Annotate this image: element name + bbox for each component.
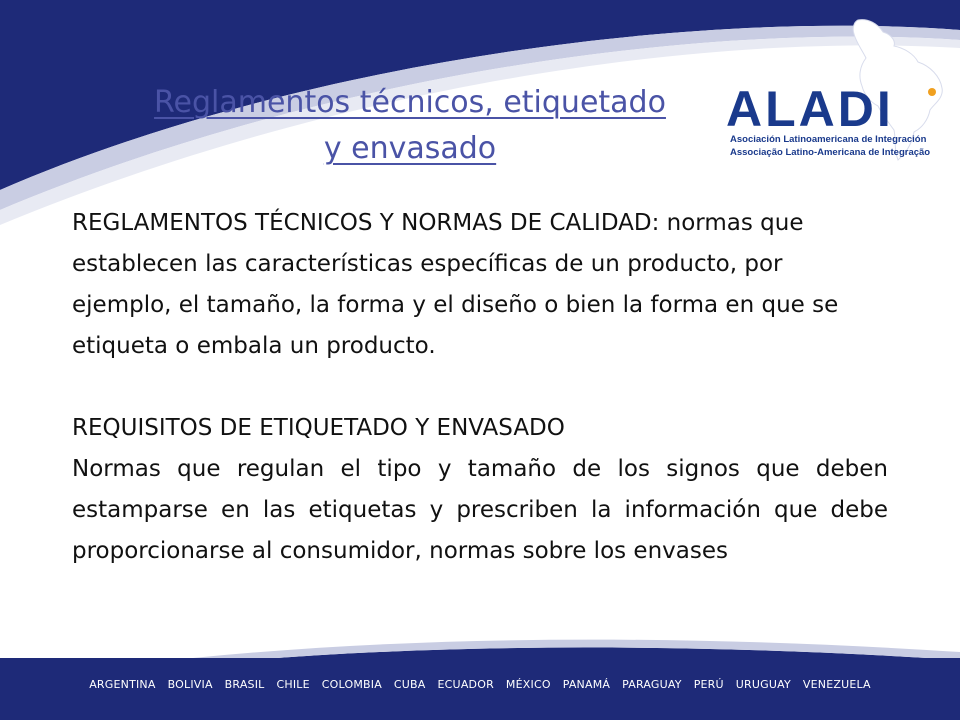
title-line-1: Reglamentos técnicos, etiquetado — [154, 85, 666, 120]
country-list — [0, 678, 960, 691]
country-label: BOLIVIA — [167, 678, 213, 691]
country-label: PARAGUAY — [622, 678, 682, 691]
slide-title — [60, 80, 760, 172]
country-label: PERÚ — [693, 678, 724, 691]
slide-body — [72, 203, 888, 572]
country-label: VENEZUELA — [802, 678, 871, 691]
country-label: BRASIL — [224, 678, 265, 691]
heading-requisitos: REQUISITOS DE ETIQUETADO Y ENVASADO — [72, 415, 565, 441]
country-label: MÉXICO — [505, 678, 551, 691]
paragraph-reglamentos: REGLAMENTOS TÉCNICOS Y NORMAS DE CALIDAD: normas que establecen las características específicas de un producto, por ejemplo, el tamaño, la forma y el diseño o bien la forma en que se etiqueta o embala un producto. — [72, 210, 839, 359]
country-label: URUGUAY — [735, 678, 791, 691]
country-label: ARGENTINA — [89, 678, 156, 691]
country-label: CUBA — [393, 678, 426, 691]
logo-wordmark: ALADI — [726, 81, 894, 137]
logo-subtitle-pt: Associação Latino-Americana de Integração — [730, 147, 931, 158]
title-line-2: y envasado — [323, 131, 497, 166]
country-label: PANAMÁ — [562, 678, 611, 691]
country-label: CHILE — [276, 678, 310, 691]
country-label: COLOMBIA — [321, 678, 382, 691]
spacer — [72, 367, 888, 408]
paragraph-requisitos: Normas que regulan el tipo y tamaño de los signos que deben estamparse en las etiquetas y prescriben la información que debe proporcionarse al consumidor, normas sobre los envases — [72, 456, 888, 564]
logo-subtitle-es: Asociación Latinoamericana de Integración — [730, 134, 927, 145]
country-label: ECUADOR — [437, 678, 494, 691]
